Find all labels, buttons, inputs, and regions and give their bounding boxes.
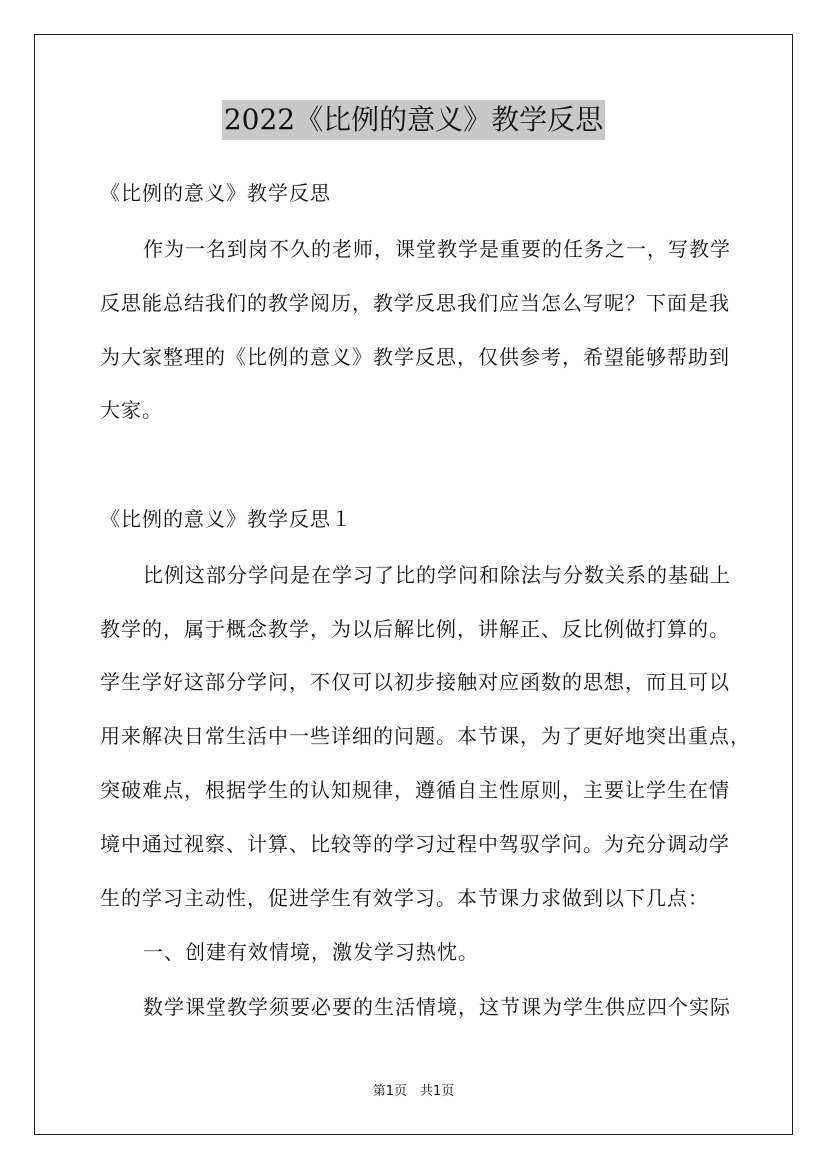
- document-subtitle: 《比例的意义》教学反思: [100, 181, 331, 205]
- paragraph-line: 反思能总结我们的教学阅历，教学反思我们应当怎么写呢？下面是我: [100, 291, 730, 315]
- paragraph-line: 作为一名到岗不久的老师，课堂教学是重要的任务之一，写教学: [143, 237, 731, 261]
- title-container: [0, 100, 827, 140]
- paragraph-line: 比例这部分学问是在学习了比的学问和除法与分数关系的基础上: [143, 563, 731, 587]
- page-footer: 第1页 共1页: [372, 1084, 455, 1099]
- paragraph-line: 大家。: [100, 398, 163, 422]
- paragraph-line: 学生学好这部分学问，不仅可以初步接触对应函数的思想，而且可以: [100, 670, 730, 694]
- paragraph-line: 境中通过视察、计算、比较等的学习过程中驾驭学问。为充分调动学: [100, 832, 730, 856]
- paragraph-line: 数学课堂教学须要必要的生活情境，这节课为学生供应四个实际: [143, 995, 731, 1019]
- paragraph-line: 生的学习主动性，促进学生有效学习。本节课力求做到以下几点：: [100, 886, 709, 910]
- paragraph-line: 教学的，属于概念教学，为以后解比例，讲解正、反比例做打算的。: [100, 617, 730, 641]
- paragraph-line: 为大家整理的《比例的意义》教学反思，仅供参考，希望能够帮助到: [100, 345, 730, 369]
- point-heading: 一、创建有效情境，激发学习热忱。: [143, 940, 479, 964]
- document-title: 2022《比例的意义》教学反思: [222, 100, 605, 140]
- section-heading: 《比例的意义》教学反思１: [100, 507, 352, 531]
- paragraph-line: 用来解决日常生活中一些详细的问题。本节课，为了更好地突出重点，: [100, 724, 751, 748]
- paragraph-line: 突破难点，根据学生的认知规律，遵循自主性原则，主要让学生在情: [100, 778, 730, 802]
